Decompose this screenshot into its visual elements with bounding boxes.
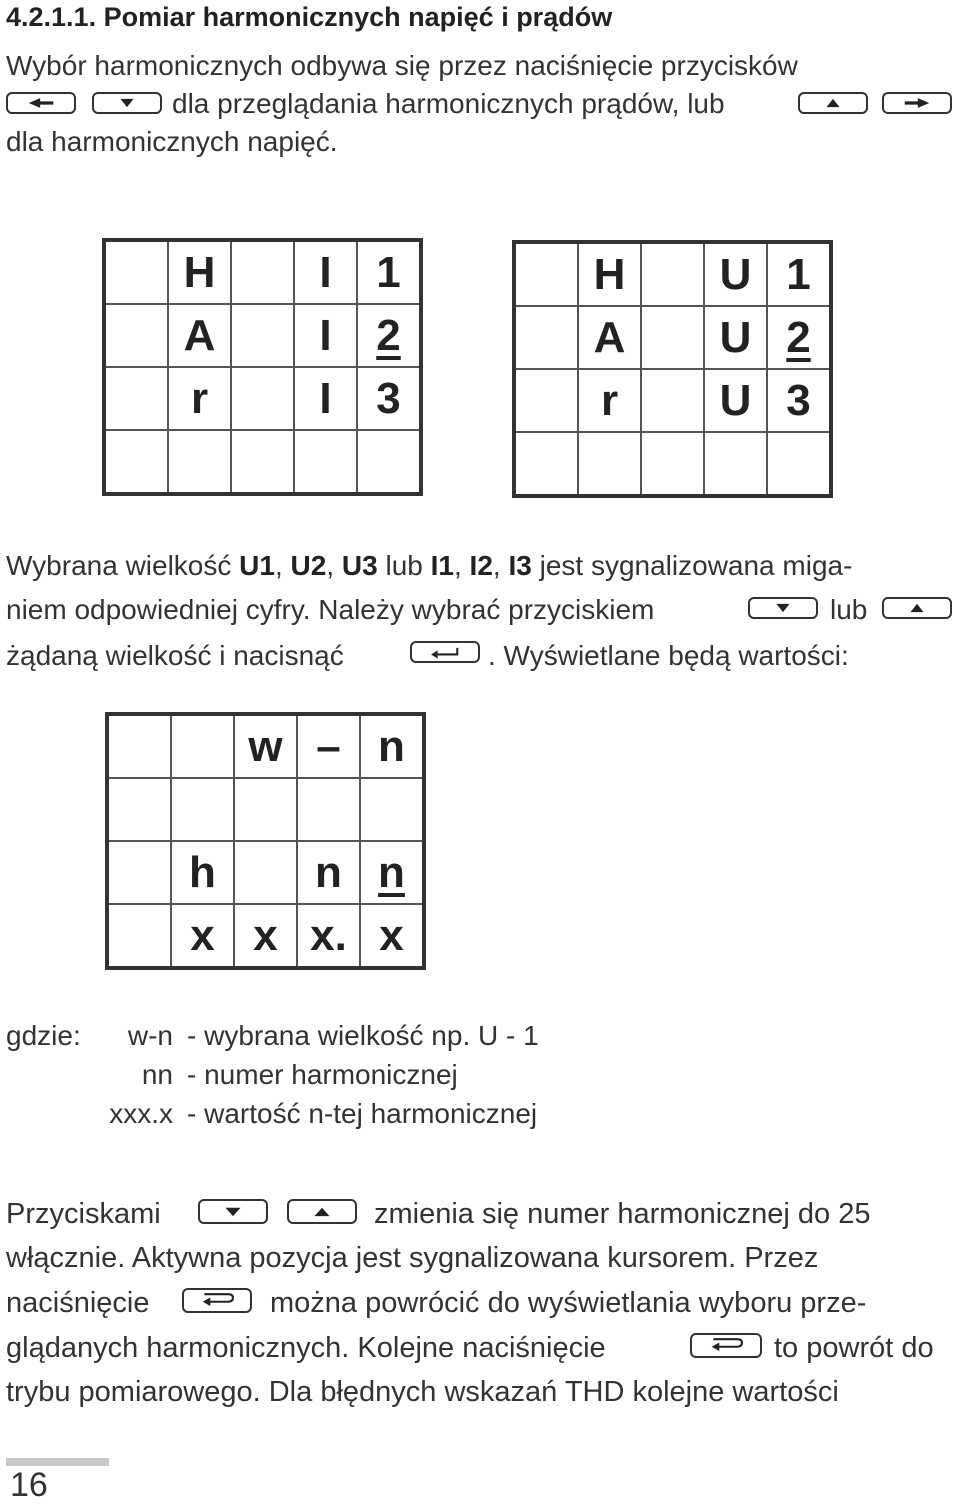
display-cell — [104, 304, 168, 367]
page-number-bar — [6, 1458, 109, 1466]
display-cell: U — [704, 369, 767, 432]
final-line-1a: Przyciskami — [6, 1198, 161, 1230]
display-cell — [514, 369, 578, 432]
selection-line-2b: lub — [830, 594, 868, 625]
left-arrow-icon — [8, 94, 74, 112]
display-row — [107, 841, 424, 904]
display-row — [107, 778, 424, 841]
display-cell — [171, 714, 234, 778]
return-button — [182, 1288, 252, 1313]
text-fragment: Wybrana wielkość — [6, 550, 240, 581]
display-cell — [231, 304, 294, 367]
final-line-4b: to powrót do — [774, 1332, 934, 1364]
display-cell: I — [294, 240, 357, 304]
display-row — [107, 904, 424, 968]
display-cell: A — [578, 306, 641, 369]
display-cell — [514, 432, 578, 496]
return-icon — [692, 1335, 760, 1356]
final-line-2: włącznie. Aktywna pozycja jest sygnalizowana kursorem. Przez — [6, 1242, 819, 1274]
display-cell: r — [578, 369, 641, 432]
display-cell: x. — [297, 904, 360, 968]
display-cell — [360, 778, 424, 841]
up-button — [882, 597, 952, 619]
right-arrow-icon — [884, 94, 950, 112]
up-button — [798, 92, 868, 114]
display-row — [514, 369, 831, 432]
legend-desc: - wartość n-tej harmonicznej — [187, 1098, 538, 1129]
display-cell: x — [360, 904, 424, 968]
intro-line-3: dla harmonicznych napięć. — [6, 126, 338, 157]
display-cell — [168, 430, 231, 494]
display-values — [105, 712, 426, 970]
legend-key: xxx.x — [109, 1098, 173, 1129]
up-button — [287, 1199, 357, 1224]
selection-line-1 — [6, 550, 852, 582]
display-cell — [294, 430, 357, 494]
down-arrow-icon — [200, 1201, 266, 1222]
display-cell: w — [234, 714, 297, 778]
down-button — [198, 1199, 268, 1224]
display-cell: r — [168, 367, 231, 430]
down-button — [748, 597, 818, 619]
display-cell: n — [360, 714, 424, 778]
display-cell — [107, 778, 171, 841]
display-cell — [231, 367, 294, 430]
enter-button — [410, 641, 480, 663]
display-cell — [234, 778, 297, 841]
final-line-3b: można powrócić do wyświetlania wyboru prze- — [270, 1287, 867, 1319]
quantity-u3: U3 — [341, 550, 378, 581]
display-cell: U — [704, 242, 767, 306]
display-row — [514, 432, 831, 496]
display-cell: 3 — [357, 367, 421, 430]
display-cell: – — [297, 714, 360, 778]
display-row — [107, 714, 424, 778]
display-cell: A — [168, 304, 231, 367]
display-cell: I — [294, 304, 357, 367]
display-cell — [641, 242, 704, 306]
display-cell: U — [704, 306, 767, 369]
final-line-5: trybu pomiarowego. Dla błędnych wskazań THD kolejne wartości — [6, 1376, 839, 1408]
right-button — [882, 92, 952, 114]
display-cell-cursor: n — [360, 841, 424, 904]
return-button — [690, 1333, 762, 1358]
display-cell — [704, 432, 767, 496]
display-cell-cursor: 2 — [767, 306, 831, 369]
text-fragment: , — [326, 550, 342, 581]
text-fragment: , — [453, 550, 470, 581]
display-cell: x — [234, 904, 297, 968]
display-cell — [104, 367, 168, 430]
intro-line-1: Wybór harmonicznych odbywa się przez naciśnięcie przycisków — [6, 50, 798, 81]
display-cell: I — [294, 367, 357, 430]
display-cell — [514, 242, 578, 306]
selection-line-3a: żądaną wielkość i nacisnąć — [6, 640, 344, 671]
quantity-u1: U1 — [239, 550, 275, 581]
text-fragment: , — [274, 550, 291, 581]
display-cell: 1 — [767, 242, 831, 306]
legend-label: gdzie: — [6, 1020, 81, 1051]
display-cell — [578, 432, 641, 496]
display-cell: 3 — [767, 369, 831, 432]
display-cell — [107, 904, 171, 968]
legend-key: w-n — [127, 1020, 173, 1051]
final-line-4a: glądanych harmonicznych. Kolejne naciśnięcie — [6, 1332, 606, 1364]
display-cell — [104, 240, 168, 304]
display-row — [514, 306, 831, 369]
return-icon — [184, 1290, 250, 1311]
down-arrow-icon — [750, 599, 816, 617]
quantity-i3: I3 — [508, 550, 532, 581]
display-row — [104, 304, 421, 367]
text-fragment: lub — [377, 550, 431, 581]
up-arrow-icon — [800, 94, 866, 112]
display-cell: n — [297, 841, 360, 904]
display-cell: H — [578, 242, 641, 306]
display-cell — [104, 430, 168, 494]
display-cell — [641, 369, 704, 432]
display-cell-cursor: 2 — [357, 304, 421, 367]
down-arrow-icon — [94, 94, 160, 112]
display-cell — [107, 714, 171, 778]
intro-line-2: dla przeglądania harmonicznych prądów, lub — [172, 88, 725, 119]
selection-line-3b: . Wyświetlane będą wartości: — [488, 640, 849, 671]
down-button — [92, 92, 162, 114]
left-button — [6, 92, 76, 114]
enter-icon — [412, 643, 478, 661]
display-cell — [171, 778, 234, 841]
legend-desc: - numer harmonicznej — [187, 1059, 458, 1090]
display-row — [104, 240, 421, 304]
display-cell: 1 — [357, 240, 421, 304]
legend-desc: - wybrana wielkość np. U - 1 — [187, 1020, 539, 1051]
page-number: 16 — [10, 1466, 48, 1504]
display-cell — [357, 430, 421, 494]
up-arrow-icon — [289, 1201, 355, 1222]
display-cell: h — [171, 841, 234, 904]
display-row — [514, 242, 831, 306]
display-row — [104, 367, 421, 430]
display-cell — [231, 430, 294, 494]
display-cell — [641, 306, 704, 369]
quantity-i1: I1 — [430, 550, 454, 581]
text-fragment: jest sygnalizowana miga- — [531, 550, 853, 581]
final-line-1b: zmienia się numer harmonicznej do 25 — [374, 1198, 871, 1230]
display-cell — [231, 240, 294, 304]
display-cell: x — [171, 904, 234, 968]
display-current-harmonics — [102, 238, 423, 496]
display-cell — [514, 306, 578, 369]
final-line-3a: naciśnięcie — [6, 1287, 150, 1319]
display-row — [104, 430, 421, 494]
section-heading: 4.2.1.1. Pomiar harmonicznych napięć i prądów — [6, 2, 613, 32]
display-cell — [767, 432, 831, 496]
quantity-u2: U2 — [290, 550, 327, 581]
display-cell — [297, 778, 360, 841]
text-fragment: , — [492, 550, 509, 581]
display-cell — [234, 841, 297, 904]
legend-key: nn — [141, 1059, 173, 1090]
display-voltage-harmonics — [512, 240, 833, 498]
display-cell — [107, 841, 171, 904]
display-cell: H — [168, 240, 231, 304]
quantity-i2: I2 — [469, 550, 493, 581]
selection-line-2a: niem odpowiedniej cyfry. Należy wybrać przyciskiem — [6, 594, 655, 625]
display-cell — [641, 432, 704, 496]
up-arrow-icon — [884, 599, 950, 617]
